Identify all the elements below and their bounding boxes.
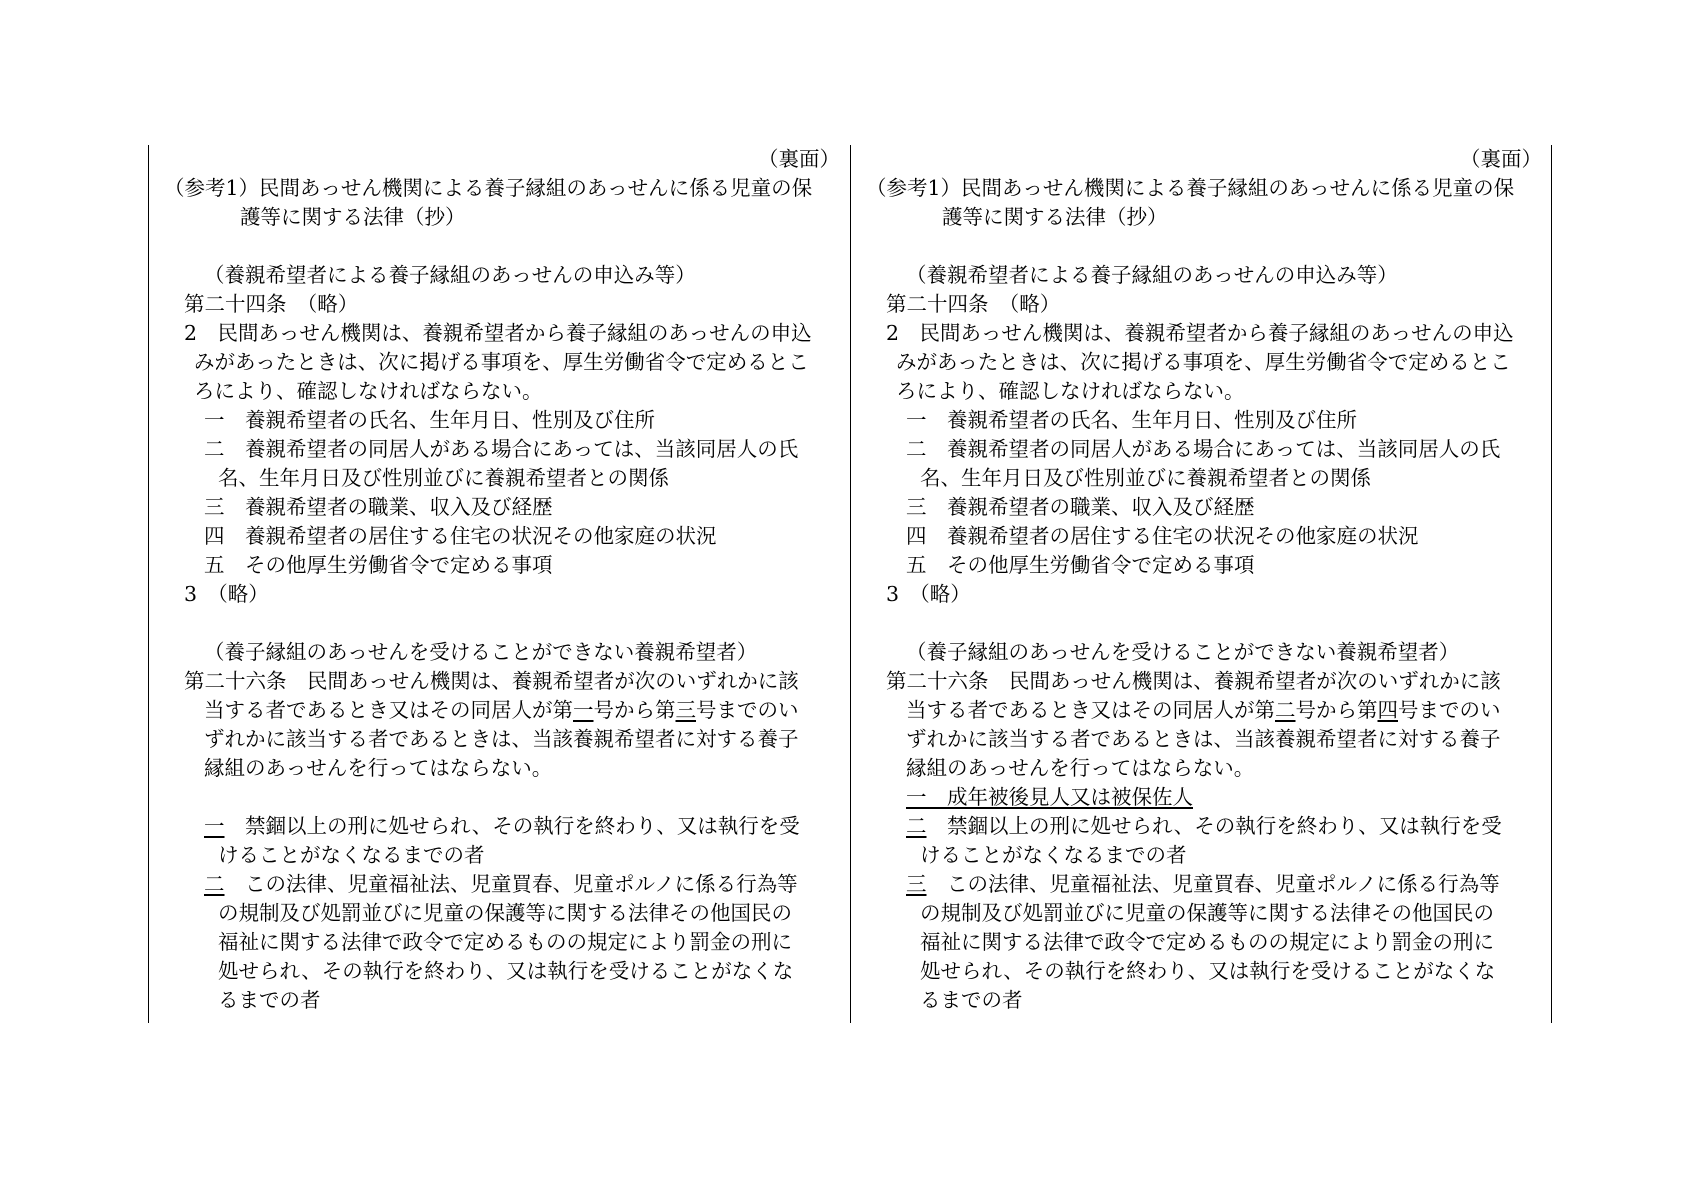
article-26-item-continuation: 処せられ、その執行を終わり、又は執行を受けることがなくな <box>218 959 794 983</box>
article-24-para2-line: ろにより、確認しなければならない。 <box>194 379 543 403</box>
article-24-item: 五 その他厚生労働省令で定める事項 <box>204 553 553 577</box>
article-24-para2-line: 2 民間あっせん機関は、養親希望者から養子縁組のあっせんの申込 <box>184 321 812 345</box>
amended-item-number: 一 <box>204 814 225 838</box>
article-26-caption: （養子縁組のあっせんを受けることができない養親希望者） <box>906 640 1460 664</box>
article-26-item-continuation: の規制及び処罰並びに児童の保護等に関する法律その他国民の <box>920 901 1494 925</box>
new-item-text: 成年被後見人又は被保佐人 <box>926 785 1193 809</box>
article-26-line: 第二十六条 民間あっせん機関は、養親希望者が次のいずれかに該 <box>184 669 799 693</box>
article-24-para3: 3 （略） <box>886 582 971 606</box>
column-rule-left <box>148 145 149 1023</box>
article-24-item: 五 その他厚生労働省令で定める事項 <box>906 553 1255 577</box>
article-26-item-continuation: るまでの者 <box>218 988 321 1012</box>
article-24-para2-line: ろにより、確認しなければならない。 <box>896 379 1245 403</box>
article-26-line: 当する者であるとき又はその同居人が第二号から第四号までのい <box>906 698 1501 722</box>
side-label: （裏面） <box>758 147 840 171</box>
article-24-item: 四 養親希望者の居住する住宅の状況その他家庭の状況 <box>204 524 717 548</box>
article-26-item: 二 この法律、児童福祉法、児童買春、児童ポルノに係る行為等 <box>204 872 798 896</box>
article-24-para3: 3 （略） <box>184 582 269 606</box>
article-26-item-continuation: 処せられ、その執行を終わり、又は執行を受けることがなくな <box>920 959 1496 983</box>
article-26-line: 縁組のあっせんを行ってはならない。 <box>204 756 553 780</box>
column-amended <box>862 145 1542 1015</box>
article-24-caption: （養親希望者による養子縁組のあっせんの申込み等） <box>906 263 1398 287</box>
article-24-item: 一 養親希望者の氏名、生年月日、性別及び住所 <box>204 408 655 432</box>
article-24-item: 三 養親希望者の職業、収入及び経歴 <box>906 495 1255 519</box>
column-rule-middle <box>850 145 851 1023</box>
article-24-para2-line: 2 民間あっせん機関は、養親希望者から養子縁組のあっせんの申込 <box>886 321 1514 345</box>
side-label: （裏面） <box>1460 147 1542 171</box>
article-26-item-blank <box>160 783 840 812</box>
article-24-title: 第二十四条 （略） <box>886 292 1061 316</box>
article-26-new-item <box>862 783 1542 812</box>
document-heading-line-1: （参考1）民間あっせん機関による養子縁組のあっせんに係る児童の保 <box>866 176 1515 200</box>
article-26-item: 二 禁錮以上の刑に処せられ、その執行を終わり、又は執行を受 <box>906 814 1502 838</box>
article-26-item: 一 禁錮以上の刑に処せられ、その執行を終わり、又は執行を受 <box>204 814 800 838</box>
article-24-item: 二 養親希望者の同居人がある場合にあっては、当該同居人の氏 <box>906 437 1501 461</box>
article-26-line: 第二十六条 民間あっせん機関は、養親希望者が次のいずれかに該 <box>886 669 1501 693</box>
article-24-item: 二 養親希望者の同居人がある場合にあっては、当該同居人の氏 <box>204 437 799 461</box>
amended-item-number: 二 <box>204 872 225 896</box>
document-heading-line-2: 護等に関する法律（抄） <box>240 205 466 229</box>
article-24-caption: （養親希望者による養子縁組のあっせんの申込み等） <box>204 263 696 287</box>
article-24-para2-line: みがあったときは、次に掲げる事項を、厚生労働省令で定めるとこ <box>896 350 1511 374</box>
article-26-item: 三 この法律、児童福祉法、児童買春、児童ポルノに係る行為等 <box>906 872 1500 896</box>
article-26-line: ずれかに該当する者であるときは、当該養親希望者に対する養子 <box>204 727 799 751</box>
article-26-line: ずれかに該当する者であるときは、当該養親希望者に対する養子 <box>906 727 1501 751</box>
article-26-item-continuation: るまでの者 <box>920 988 1023 1012</box>
amended-number: 四 <box>1377 698 1398 722</box>
document-heading-line-2: 護等に関する法律（抄） <box>942 205 1168 229</box>
article-24-para2-line: みがあったときは、次に掲げる事項を、厚生労働省令で定めるとこ <box>194 350 809 374</box>
amended-number: 三 <box>675 698 696 722</box>
article-26-item-continuation: 福祉に関する法律で政令で定めるものの規定により罰金の刑に <box>920 930 1494 954</box>
document-heading-line-1: （参考1）民間あっせん機関による養子縁組のあっせんに係る児童の保 <box>164 176 813 200</box>
article-24-title: 第二十四条 （略） <box>184 292 359 316</box>
article-24-item-continuation: 名、生年月日及び性別並びに養親希望者との関係 <box>218 466 669 490</box>
article-24-item: 一 養親希望者の氏名、生年月日、性別及び住所 <box>906 408 1357 432</box>
article-26-item-continuation: 福祉に関する法律で政令で定めるものの規定により罰金の刑に <box>218 930 792 954</box>
article-26-line: 当する者であるとき又はその同居人が第一号から第三号までのい <box>204 698 799 722</box>
column-current <box>160 145 840 1015</box>
article-26-item-continuation: けることがなくなるまでの者 <box>920 843 1187 867</box>
article-24-item-continuation: 名、生年月日及び性別並びに養親希望者との関係 <box>920 466 1371 490</box>
amended-item-number: 二 <box>906 814 927 838</box>
article-26-caption: （養子縁組のあっせんを受けることができない養親希望者） <box>204 640 758 664</box>
amended-number: 一 <box>573 698 594 722</box>
article-26-item-continuation: けることがなくなるまでの者 <box>218 843 485 867</box>
column-rule-right <box>1551 145 1552 1023</box>
article-26-item-continuation: の規制及び処罰並びに児童の保護等に関する法律その他国民の <box>218 901 792 925</box>
amended-number: 二 <box>1275 698 1296 722</box>
article-26-line: 縁組のあっせんを行ってはならない。 <box>906 756 1255 780</box>
article-24-item: 三 養親希望者の職業、収入及び経歴 <box>204 495 553 519</box>
new-item-number: 一 <box>906 785 927 809</box>
article-24-item: 四 養親希望者の居住する住宅の状況その他家庭の状況 <box>906 524 1419 548</box>
amended-item-number: 三 <box>906 872 927 896</box>
